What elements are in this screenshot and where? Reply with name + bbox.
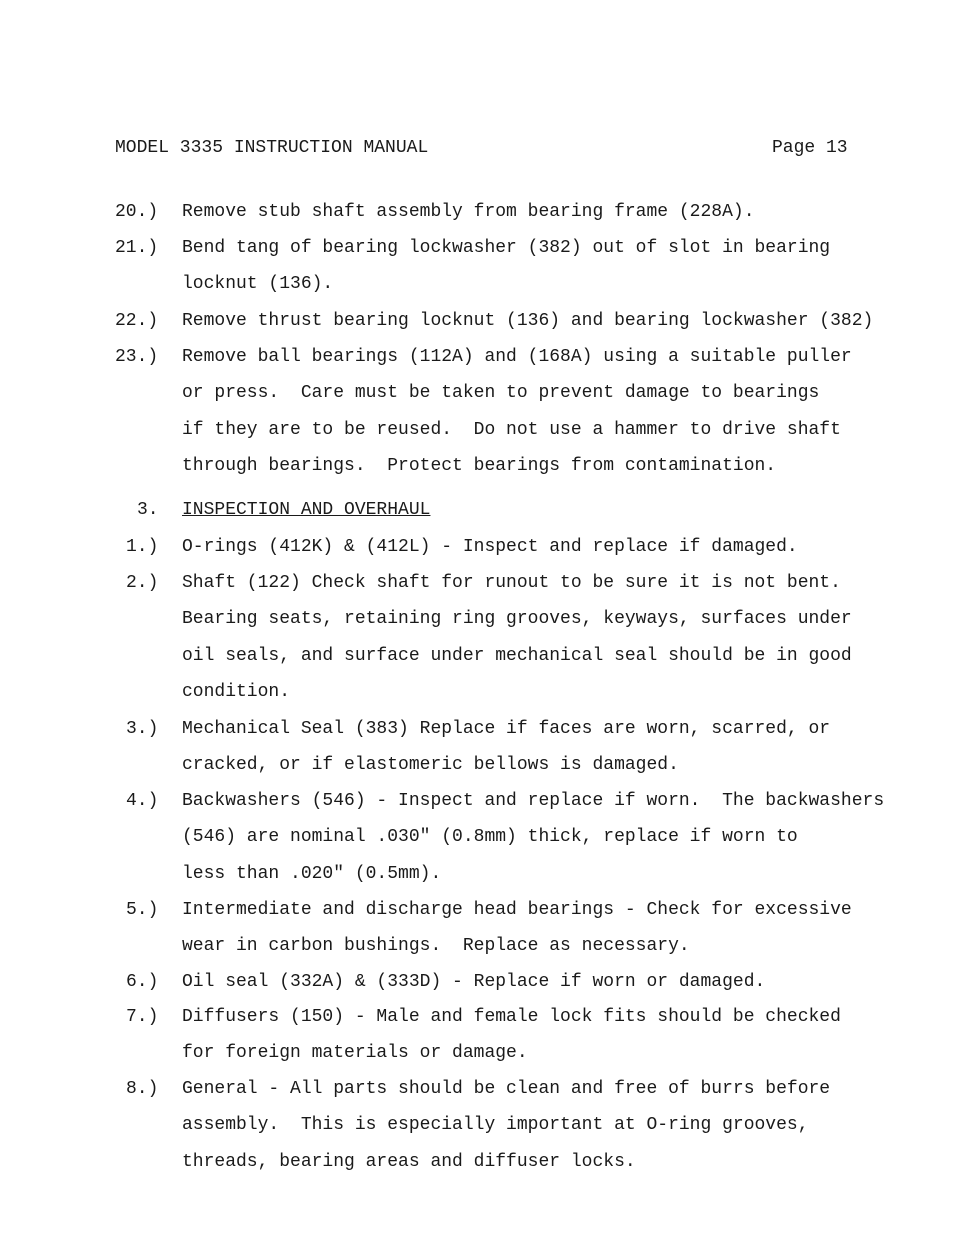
inspection-item-text-line: Intermediate and discharge head bearings - Check for excessive — [182, 900, 852, 920]
inspection-item-text-line: General - All parts should be clean and free of burrs before — [182, 1079, 831, 1099]
inspection-item-text-line: cracked, or if elastomeric bellows is damaged. — [182, 755, 679, 776]
inspection-item-text-line: less than .020" (0.5mm). — [182, 863, 442, 884]
inspection-item-text-line: Shaft (122) Check shaft for runout to be sure it is not bent. — [182, 573, 841, 593]
inspection-item-text-line: condition. — [182, 681, 291, 702]
inspection-item-number: 2.) — [126, 573, 159, 593]
inspection-item-number: 3.) — [126, 719, 159, 739]
manual-title: MODEL 3335 INSTRUCTION MANUAL — [115, 138, 429, 158]
inspection-item-number: 8.) — [126, 1079, 159, 1099]
step-number: 22.) — [115, 311, 159, 331]
inspection-item-number: 5.) — [126, 900, 159, 920]
step-text-line: Remove stub shaft assembly from bearing frame (228A). — [182, 202, 755, 222]
step-text-line: through bearings. Protect bearings from contamination. — [182, 455, 777, 476]
inspection-item-text-line: assembly. This is especially important at O-ring grooves, — [182, 1115, 809, 1136]
inspection-item-text-line: Diffusers (150) - Male and female lock fits should be checked — [182, 1007, 841, 1027]
section-number: 3. — [137, 500, 159, 520]
inspection-item-text-line: Bearing seats, retaining ring grooves, keyways, surfaces under — [182, 609, 852, 630]
step-text-line: or press. Care must be taken to prevent damage to bearings — [182, 383, 820, 404]
inspection-item-text-line: for foreign materials or damage. — [182, 1043, 528, 1064]
step-text-line: Remove ball bearings (112A) and (168A) using a suitable puller — [182, 347, 852, 367]
inspection-item-text-line: Oil seal (332A) & (333D) - Replace if worn or damaged. — [182, 972, 766, 992]
inspection-item-text-line: oil seals, and surface under mechanical seal should be in good — [182, 645, 852, 666]
step-number: 23.) — [115, 347, 159, 367]
step-number: 21.) — [115, 238, 159, 258]
inspection-item-text-line: O-rings (412K) & (412L) - Inspect and replace if damaged. — [182, 537, 798, 557]
step-number: 20.) — [115, 202, 159, 222]
inspection-item-number: 6.) — [126, 972, 159, 992]
inspection-item-number: 7.) — [126, 1007, 159, 1027]
inspection-item-text-line: threads, bearing areas and diffuser locks. — [182, 1151, 636, 1172]
inspection-item-text-line: (546) are nominal .030" (0.8mm) thick, replace if worn to — [182, 827, 798, 848]
page-number: Page 13 — [772, 138, 848, 158]
step-text-line: locknut (136). — [182, 274, 334, 295]
inspection-item-text-line: Mechanical Seal (383) Replace if faces are worn, scarred, or — [182, 719, 831, 739]
step-text-line: Bend tang of bearing lockwasher (382) out of slot in bearing — [182, 238, 831, 258]
inspection-item-text-line: wear in carbon bushings. Replace as necessary. — [182, 936, 690, 957]
inspection-item-text-line: Backwashers (546) - Inspect and replace if worn. The backwashers — [182, 791, 885, 811]
step-text-line: if they are to be reused. Do not use a hammer to drive shaft — [182, 419, 841, 440]
step-text-line: Remove thrust bearing locknut (136) and bearing lockwasher (382) — [182, 311, 874, 331]
section-heading: INSPECTION AND OVERHAUL — [182, 500, 431, 520]
inspection-item-number: 1.) — [126, 537, 159, 557]
inspection-item-number: 4.) — [126, 791, 159, 811]
